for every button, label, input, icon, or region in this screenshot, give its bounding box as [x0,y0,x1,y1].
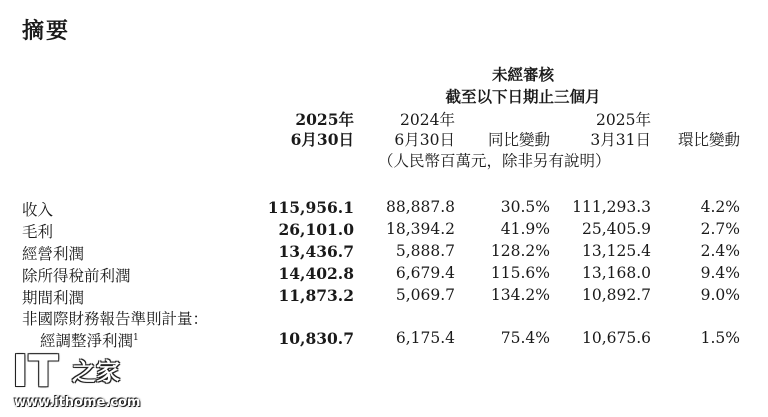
row-label: 毛利 [22,223,54,241]
header-col4-year: 2025年 [596,111,651,129]
page-title: 摘要 [22,19,71,44]
cell-2025q1: 10,675.6 [581,329,651,347]
cell-yoy: 41.9% [500,220,550,238]
table-row [0,286,768,308]
non-ifrs-heading-row [0,307,768,329]
cell-yoy: 75.4% [500,329,550,347]
cell-2025q2: 115,956.1 [267,198,354,217]
header-col1-date: 6月30日 [290,130,354,149]
cell-qoq: 9.4% [700,264,740,282]
cell-qoq: 2.4% [700,242,740,260]
header-col4-date: 3月31日 [590,131,651,149]
table-row [0,198,768,220]
header-col1-year: 2025年 [295,110,354,129]
table-row [0,264,768,286]
table-row [0,220,768,242]
row-label: 收入 [22,201,54,219]
cell-2025q1: 13,168.0 [581,264,651,282]
header-group-line2: 截至以下日期止三個月 [445,87,601,106]
adjusted-label-text: 經調整淨利潤 [40,332,134,350]
cell-2025q2: 13,436.7 [278,242,354,261]
cell-2024q2: 18,394.2 [385,220,455,238]
cell-qoq: 1.5% [700,329,740,347]
watermark-url: www.ithome.com [14,395,141,410]
cell-2024q2: 6,175.4 [395,329,455,347]
cell-2025q2: 14,402.8 [278,264,354,283]
row-label: 經營利潤 [22,245,85,263]
cell-yoy: 115.6% [490,264,550,282]
cell-2024q2: 5,069.7 [395,286,455,304]
cell-qoq: 4.2% [700,198,740,216]
table-row [0,242,768,264]
cell-2024q2: 6,679.4 [395,264,455,282]
logo-cjk: 之家 [72,358,120,386]
row-label: 期間利潤 [22,289,85,307]
cell-2024q2: 88,887.8 [385,198,455,216]
cell-2025q2: 10,830.7 [278,329,354,348]
non-ifrs-heading: 非國際財務報告準則計量： [22,310,209,328]
cell-2025q1: 111,293.3 [572,198,651,216]
cell-2025q1: 13,125.4 [581,242,651,260]
cell-2024q2: 5,888.7 [395,242,455,260]
header-group-line1: 未經審核 [491,65,554,84]
row-label: 除所得稅前利潤 [22,267,131,285]
unit-note: （人民幣百萬元，除非另有說明） [378,152,611,170]
cell-2025q1: 25,405.9 [581,220,651,238]
cell-qoq: 9.0% [700,286,740,304]
header-col2-date: 6月30日 [394,131,455,149]
cell-2025q2: 26,101.0 [278,220,354,239]
header-col3-label: 同比變動 [487,131,550,149]
header-col5-label: 環比變動 [677,131,740,149]
cell-2025q2: 11,873.2 [278,286,354,305]
footnote-marker: 1 [133,333,139,343]
cell-yoy: 128.2% [490,242,550,260]
cell-qoq: 2.7% [700,220,740,238]
ithome-logo [12,348,124,396]
header-col2-year: 2024年 [400,111,455,129]
logo-latin: IT [12,346,59,397]
cell-2025q1: 10,892.7 [581,286,651,304]
cell-yoy: 30.5% [500,198,550,216]
cell-yoy: 134.2% [490,286,550,304]
